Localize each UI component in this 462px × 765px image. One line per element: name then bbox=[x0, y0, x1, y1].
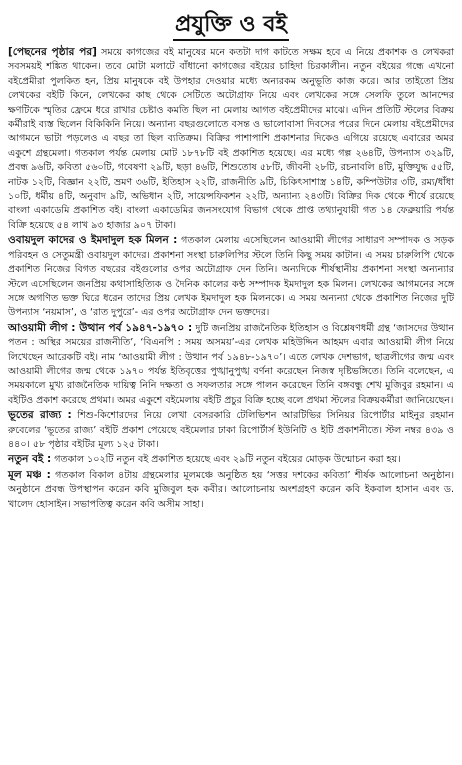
article-paragraph bbox=[8, 452, 454, 467]
section-heading: মূল মঞ্চ : bbox=[8, 468, 51, 481]
section-heading: নতুন বই : bbox=[8, 453, 52, 466]
section-heading: আওয়ামী লীগ : উত্থান পর্ব ১৯৪৭-১৯৭০ : bbox=[8, 321, 193, 334]
article-paragraph bbox=[8, 408, 454, 452]
article-paragraph bbox=[8, 321, 454, 408]
paragraph-text: গতকাল বিকাল ৪টায় গ্রন্থমেলার মূলমঞ্চে অনুষ্ঠিত হয় ‘সত্তর দশকের কবিতা’ শীর্ষক আলোচনা অনুষ্ঠান। অনুষ্ঠানে প্রবন্ধ উপস্থাপন করেন কবি মুজিবুল হক কবীর। আলোচনায় অংশগ্রহণ করেন কবি ইকবাল হাসান এবং ড. খালেদ হোসাইন। সভাপতিত্ব করেন কবি অসীম সাহা। bbox=[8, 469, 454, 510]
paragraph-text: শিশু-কিশোরদের নিয়ে লেখা বেসরকারি টেলিভিশন আরটিভির সিনিয়র রিপোর্টার মাইনুর রহমান রুবেলের ‘ভূতের রাজ্য’ বইটি প্রকাশ পেয়েছে বইমেলার ঢাকা রিপোর্টার্স ইউনিটি ও ইটি প্রকাশনীতে। স্টল নম্বর ৪৩৯ ও ৪৪০। ৫৮ পৃষ্ঠার বইটির মূল্য ১২৫ টাকা। bbox=[8, 410, 454, 450]
paragraph-text: গতকাল ১০২টি নতুন বই প্রকাশিত হয়েছে এবং ২৯টি নতুন বইয়ের মোড়ক উন্মোচন করা হয়। bbox=[54, 454, 401, 466]
title-block bbox=[8, 10, 454, 41]
article-title: প্রযুক্তি ও বই bbox=[173, 10, 289, 41]
paragraph-text: দুটি জনপ্রিয় রাজনৈতিক ইতিহাস ও বিশ্লেষণধর্মী গ্রন্থ ‘জাসদের উত্থান পতন : অস্থির সময়ের রাজনীতি’, ‘বিএনপি : সময় অসময়’-এর লেখক মহিউদ্দিন আহমদ এবার আওয়ামী লীগ নিয়ে লিখেছেন আরেকটি বই। নাম ‘আওয়ামী লীগ : উত্থান পর্ব ১৯৪৮-১৯৭০’। এতে লেখক দেশভাগ, ছাত্রলীগের জন্ম এবং আওয়ামী লীগের জন্ম থেকে ১৯৭০ পর্যন্ত ইতিবৃত্তের পুঙ্খানুপুঙ্খ বর্ণনা করেছেন নিজস্ব দৃষ্টিভঙ্গিতে। তিনি বলেছেন, এ সময়কালে মুখ্য রাজনৈতিক দায়িত্ব নিনি দক্ষতা ও সফলতার সঙ্গে পালন করেছেন তিনি বঙ্গবন্ধু শেখ মুজিবুর রহমান। এ বইটিও প্রকাশ করেছে প্রথমা। অমর একুশে বইমেলায় বইটি প্রচুর বিক্রি হচ্ছে বলে প্রথমা স্টলের বিক্রয়কর্মীরা জানিয়েছেন। bbox=[8, 322, 454, 406]
paragraph-text: সময়ে কাগজের বই মানুষের মনে কতটা দাগ কাটতে সক্ষম হবে এ নিয়ে প্রকাশক ও লেখকরা সবসময়ই শঙ্কিত থাকেন। তবে মোটা মলাটে বাঁধানো কাগজের বইয়ের চাহিদা চিরকালীন। নতুন বইয়ের গন্ধে এখনো বইপ্রেমীরা পুলকিত হন, প্রিয় মানুষকে বই উপহার দেওয়ার মধ্যে অন্যরকম অনুভূতি কাজ করে। আর তাইতো প্রিয় লেখকের বইটি কিনে, লেখকের কাছ থেকে সেটিতে অটোগ্রাফ নিয়ে এবং লেখকের সঙ্গে সেলফি তুলে আনন্দের ক্ষণটিকে স্মৃতির ফ্রেমে ধরে রাখার চেষ্টাও কমতি ছিল না মেলায় আগত বইপ্রেমীদের মাঝে। এদিন প্রতিটি স্টলের বিক্রয় কর্মীরাই ব্যস্ত ছিলেন বিকিকিনি নিয়ে। অন্যান্য বছরগুলোতে বসন্ত ও ভালোবাসা দিবসের পরের দিনে মেলায় বইপ্রেমীদের আগমনে ভাটা পড়লেও এ বছর তা ছিল ব্যতিক্রম। বিক্রির পাশাপাশি প্রকাশনার দিকেও এগিয়ে রয়েছে এবারের অমর একুশে গ্রন্থমেলা। গতকাল পর্যন্ত মেলায় মোট ১৮৭৮টি বই প্রকাশিত হয়েছে। এর মধ্যে গল্প ২৬৪টি, উপন্যাস ৩২৯টি, প্রবন্ধ ৯৬টি, কবিতা ৫৬০টি, গবেষণা ২৯টি, ছড়া ৪৬টি, শিশুতোষ ৫৮টি, জীবনী ২৮টি, রচনাবলি ৪টি, মুক্তিযুদ্ধ ৫৫টি, নাটক ১২টি, বিজ্ঞান ২২টি, ভ্রমণ ৩৬টি, ইতিহাস ২২টি, রাজনীতি ৯টি, চিকিৎসাশাস্ত্র ১৪টি, কম্পিউটার ৩টি, রম্য/ধাঁধা ১০টি, ধর্মীয় ৪টি, অনুবাদ ৯টি, অভিধান ২টি, সায়েন্সফিকশন ২২টি, অন্যান্য ২৪৩টি। বিক্রির দিক থেকে শীর্ষে রয়েছে বাংলা একাডেমি প্রকাশিত বই। বাংলা একাডেমির জনসংযোগ বিভাগ থেকে প্রাপ্ত তথ্যানুযায়ী গত ১৪ ফেব্রুয়ারি পর্যন্ত বিক্রি হয়েছে ৫৪ লাখ ৯৩ হাজার ৯০৭ টাকা। bbox=[8, 47, 454, 231]
continued-from-label: [পেছনের পৃষ্ঠার পর] bbox=[8, 46, 97, 58]
section-heading: ওবায়দুল কাদের ও ইমদাদুল হক মিলন : bbox=[8, 234, 178, 247]
paragraph-text: গতকাল মেলায় এসেছিলেন আওয়ামী লীগের সাধারণ সম্পাদক ও সড়ক পরিবহন ও সেতুমন্ত্রী ওবায়দুল কাদের। প্রকাশনা সংস্থা চারুলিপির স্টলে তিনি কিছু সময় কাটান। এ সময় চারুলিপি থেকে প্রকাশিত নিজের বিগত বছরের বইগুলোর ওপর অটোগ্রাফ দেন তিনি। অন্যদিকে শীর্ষস্থানীয় প্রকাশনা সংস্থা অন্যন্যার স্টলে এসেছিলেন জনপ্রিয় কথাসাহিত্যিক ও দৈনিক কালের কণ্ঠ সম্পাদক ইমদাদুল হক মিলন। লেখকের আগমনের সঙ্গে সঙ্গে অগণিত ভক্ত ঘিরে ধরেন তাদের প্রিয় লেখক ইমদাদুল হক মিলনকে। এ সময় অন্যন্যা থেকে প্রকাশিত নিজের দুটি উপন্যাস ‘নয়মাস’, ও ‘রাত দুপুরে’- এর ওপর অটোগ্রাফ দেন ভক্তদের। bbox=[8, 235, 454, 319]
article-paragraph bbox=[8, 468, 454, 512]
section-heading: ভূতের রাজ্য : bbox=[8, 409, 72, 422]
article-paragraph bbox=[8, 45, 454, 233]
article-paragraph bbox=[8, 233, 454, 320]
